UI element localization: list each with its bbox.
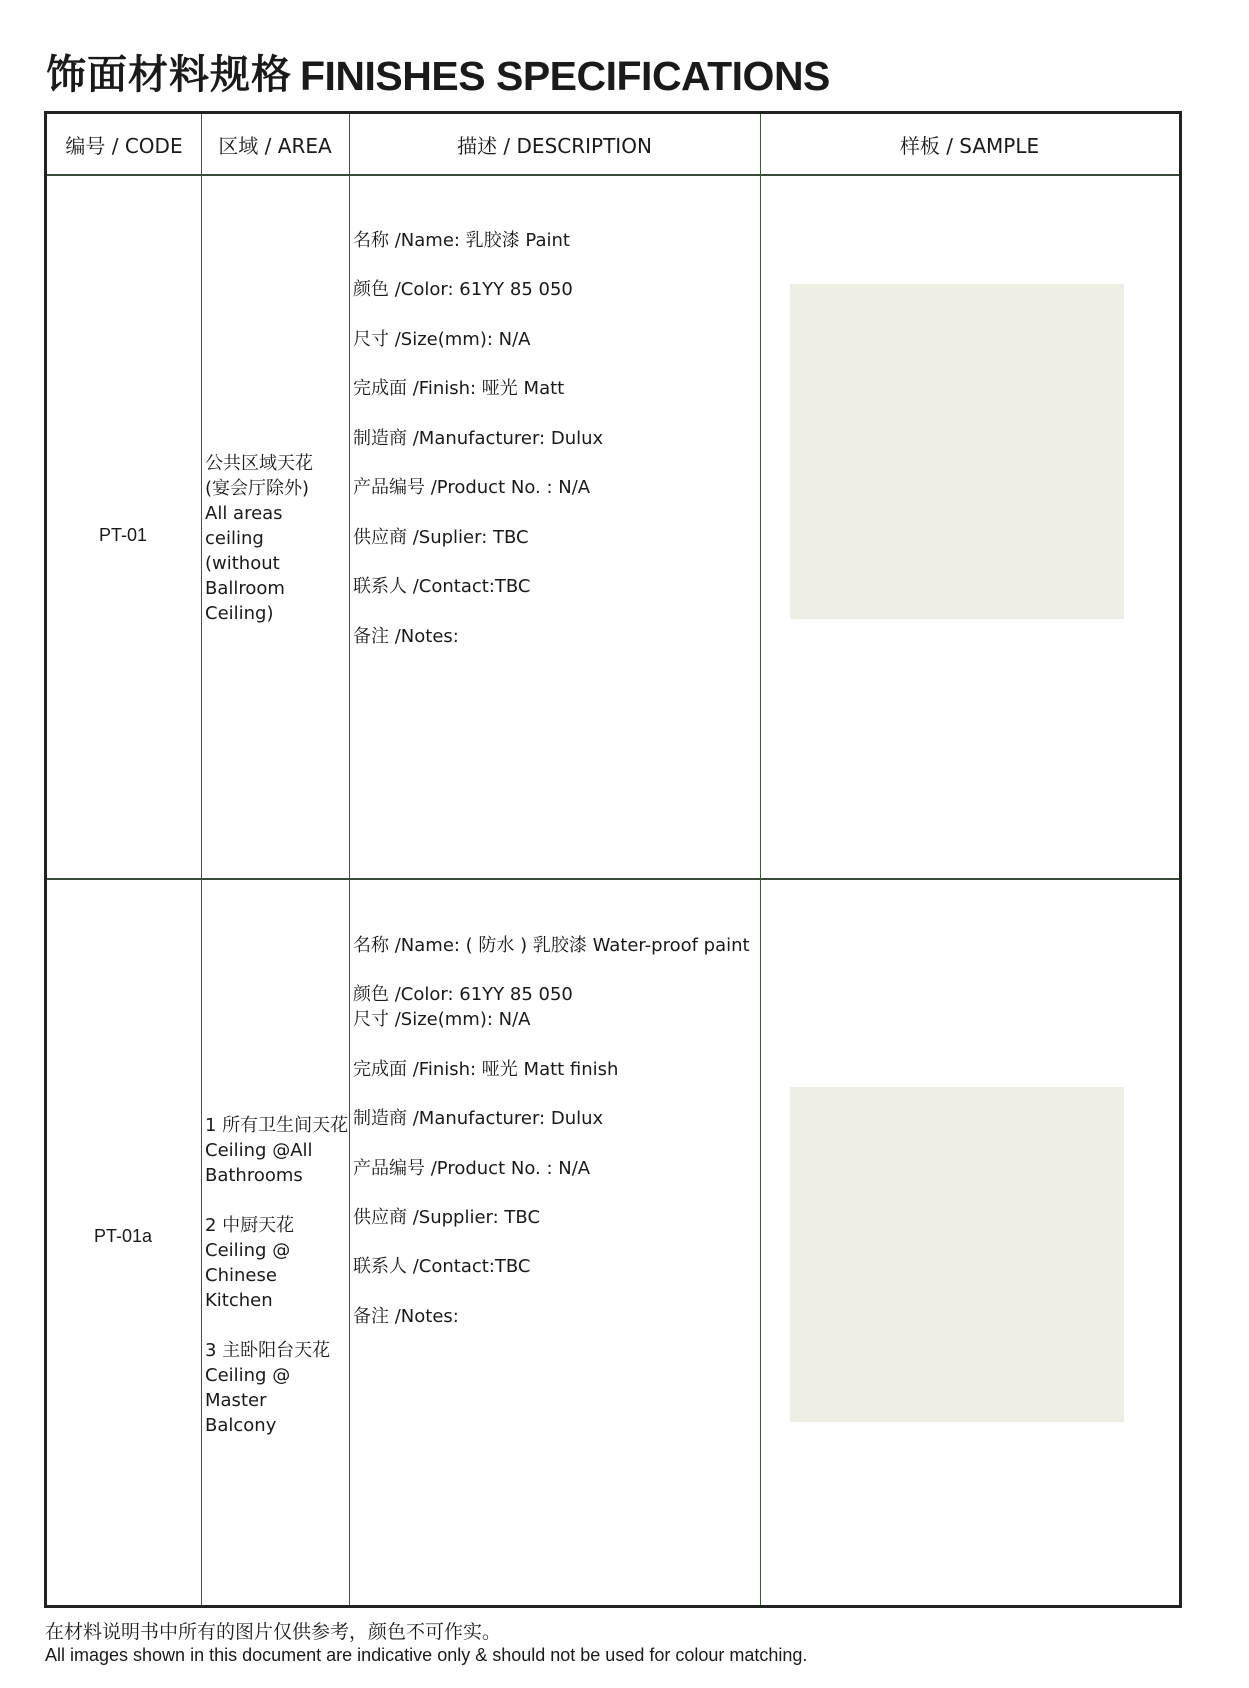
- column-divider: [201, 114, 202, 1605]
- header-description: 描述 / DESCRIPTION: [457, 133, 652, 158]
- page-title-cn: 饰面材料规格: [46, 52, 292, 98]
- desc-line: 制造商 /Manufacturer: Dulux: [353, 1108, 604, 1129]
- desc-line: 备注 /Notes:: [353, 1306, 459, 1327]
- row-code: PT-01: [99, 525, 148, 545]
- header-area: 区域 / AREA: [218, 133, 332, 158]
- desc-line: 制造商 /Manufacturer: Dulux: [353, 428, 604, 449]
- desc-line: 完成面 /Finish: 哑光 Matt finish: [353, 1059, 619, 1080]
- finishes-table: [44, 111, 1182, 1608]
- footer-note-en: All images shown in this document are indicative only & should not be used for colour matching.: [45, 1645, 808, 1665]
- desc-line: 产品编号 /Product No. : N/A: [353, 477, 591, 498]
- header-code: 编号 / CODE: [65, 133, 183, 158]
- desc-line: 名称 /Name: 乳胶漆 Paint: [353, 230, 570, 251]
- footer-note-cn: 在材料说明书中所有的图片仅供参考，颜色不可作实。: [45, 1621, 502, 1643]
- desc-line: 联系人 /Contact:TBC: [353, 1256, 531, 1277]
- desc-line: 联系人 /Contact:TBC: [353, 576, 531, 597]
- desc-line: 名称 /Name: ( 防水 ) 乳胶漆 Water-proof paint: [353, 935, 750, 956]
- desc-line: 产品编号 /Product No. : N/A: [353, 1158, 591, 1179]
- page-title-en: FINISHES SPECIFICATIONS: [300, 53, 830, 99]
- column-divider: [349, 114, 350, 1605]
- desc-line: 尺寸 /Size(mm): N/A: [353, 329, 531, 350]
- sample-swatch: [790, 1087, 1124, 1422]
- header-divider: [47, 174, 1179, 176]
- row-code: PT-01a: [94, 1226, 153, 1246]
- desc-line: 尺寸 /Size(mm): N/A: [353, 1009, 531, 1030]
- desc-line: 供应商 /Suplier: TBC: [353, 527, 529, 548]
- row-area: 1 所有卫生间天花 Ceiling @All Bathrooms 2 中厨天花 Ceiling @ Chinese Kitchen 3 主卧阳台天花 Ceiling @ Master Balcony: [205, 1115, 349, 1436]
- column-divider: [760, 114, 761, 1605]
- desc-line: 颜色 /Color: 61YY 85 050: [353, 279, 573, 300]
- row-divider: [47, 878, 1179, 880]
- desc-line: 供应商 /Supplier: TBC: [353, 1207, 541, 1228]
- page-title: [46, 40, 830, 100]
- desc-line: 颜色 /Color: 61YY 85 050: [353, 984, 573, 1005]
- row-area: 公共区域天花 (宴会厅除外) All areas ceiling (without Ballroom Ceiling): [205, 453, 313, 624]
- sample-swatch: [790, 284, 1124, 619]
- desc-line: 完成面 /Finish: 哑光 Matt: [353, 378, 565, 399]
- desc-line: 备注 /Notes:: [353, 626, 459, 647]
- header-sample: 样板 / SAMPLE: [899, 133, 1040, 158]
